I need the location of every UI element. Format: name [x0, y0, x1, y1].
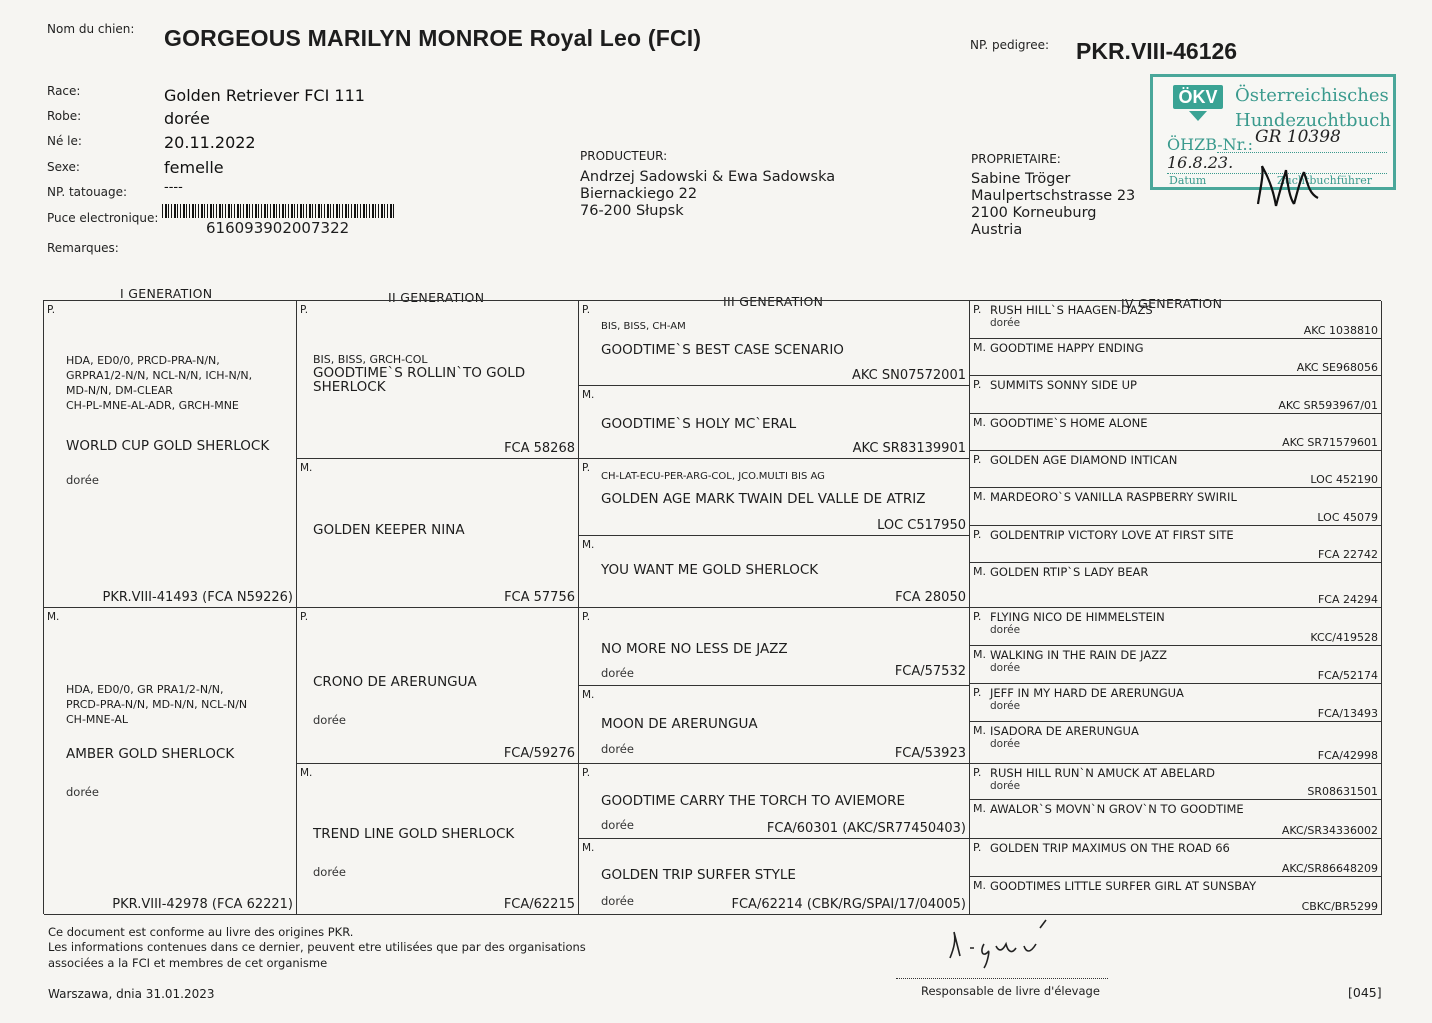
g3-pm-1: P.	[582, 304, 591, 316]
g4-reg-10: FCA/52174	[1317, 669, 1378, 682]
g4-pm-1: P.	[973, 303, 982, 316]
g4-pm-16: M.	[973, 879, 986, 892]
g4-reg-4: AKC SR71579601	[1282, 436, 1378, 449]
breeder-line-2: Biernackiego 22	[580, 186, 698, 202]
generation-1-header: I GENERATION	[120, 286, 213, 301]
g4-cell-13	[970, 764, 1382, 800]
g4-cell-1	[970, 301, 1382, 339]
g4-cell-7	[970, 526, 1382, 563]
g3-cell-5	[579, 608, 970, 686]
g4-cell-6	[970, 488, 1382, 526]
g3-reg-7: FCA/60301 (AKC/SR77450403)	[766, 821, 966, 836]
g3-cell-4	[579, 536, 970, 608]
g3-pm-5: P.	[582, 611, 591, 623]
g2-cell-1	[297, 301, 579, 459]
g3-pm-6: M.	[582, 689, 595, 701]
g4-name-7: GOLDENTRIP VICTORY LOVE AT FIRST SITE	[990, 528, 1234, 542]
g3-reg-4: FCA 28050	[895, 590, 966, 605]
g3-cell-3	[579, 459, 970, 536]
g3-cell-6	[579, 686, 970, 764]
g4-name-14: AWALOR`S MOVN`N GROV`N TO GOODTIME	[990, 802, 1244, 816]
g3-color-6: dorée	[601, 742, 634, 756]
footer-note-2: Les informations contenues dans ce dernier, peuvent etre utilisées que par des organisations	[48, 940, 586, 954]
g4-cell-4	[970, 414, 1382, 451]
g4-pm-15: P.	[973, 841, 982, 854]
sex-value: femelle	[164, 158, 224, 177]
g4-pm-7: P.	[973, 528, 982, 541]
g2-pm-3: P.	[300, 611, 309, 623]
coat-label: Robe:	[47, 109, 82, 123]
g4-color-11: dorée	[990, 700, 1021, 712]
g2-pm-1: P.	[300, 304, 309, 316]
g4-reg-3: AKC SR593967/01	[1278, 399, 1378, 412]
dam-color: dorée	[66, 785, 99, 799]
pedigree-table	[43, 300, 1381, 914]
sire-name: WORLD CUP GOLD SHERLOCK	[66, 438, 270, 454]
g4-pm-14: M.	[973, 802, 986, 815]
g2-name-1: GOODTIME`S ROLLIN`TO GOLD	[313, 365, 526, 381]
breed-label: Race:	[47, 84, 81, 98]
g2-color-4: dorée	[313, 865, 346, 879]
sire-reg: PKR.VIII-41493 (FCA N59226)	[102, 590, 293, 605]
sire-cell	[44, 301, 297, 608]
chip-label: Puce electronique:	[47, 211, 159, 225]
owner-line-1: Sabine Tröger	[971, 171, 1071, 187]
pedigree-number: PKR.VIII-46126	[1076, 38, 1238, 64]
pedigree-number-label: NP. pedigree:	[970, 38, 1050, 52]
stamp-dotted-line	[1217, 152, 1387, 153]
dam-health-2: PRCD-PRA-N/N, MD-N/N, NCL-N/N	[66, 698, 248, 711]
dam-pm: M.	[47, 611, 60, 623]
g3-reg-5: FCA/57532	[894, 664, 966, 679]
g4-name-16: GOODTIMES LITTLE SURFER GIRL AT SUNSBAY	[990, 879, 1257, 893]
g2-reg-2: FCA 57756	[504, 590, 575, 605]
g4-reg-9: KCC/419528	[1310, 631, 1378, 644]
g4-reg-14: AKC/SR34336002	[1281, 824, 1378, 837]
sire-health-1: HDA, ED0/0, PRCD-PRA-N/N,	[66, 354, 220, 367]
signature-label: Responsable de livre d'élevage	[921, 984, 1100, 998]
owner-line-4: Austria	[971, 222, 1023, 238]
breeder-label: PRODUCTEUR:	[580, 149, 668, 163]
g4-color-10: dorée	[990, 662, 1021, 674]
g3-reg-3: LOC C517950	[877, 518, 966, 533]
g4-cell-11	[970, 684, 1382, 722]
g4-reg-13: SR08631501	[1307, 785, 1378, 798]
owner-line-2: Maulpertschstrasse 23	[971, 188, 1136, 204]
g4-name-15: GOLDEN TRIP MAXIMUS ON THE ROAD 66	[990, 841, 1230, 855]
g4-reg-7: FCA 22742	[1317, 548, 1378, 561]
sire-pm: P.	[47, 304, 56, 316]
g4-reg-11: FCA/13493	[1317, 707, 1378, 720]
dam-cell	[44, 608, 297, 915]
g3-cell-7	[579, 764, 970, 839]
page-code: [045]	[1348, 985, 1382, 1000]
g4-reg-12: FCA/42998	[1317, 749, 1378, 762]
g4-name-6: MARDEORO`S VANILLA RASPBERRY SWIRIL	[990, 490, 1237, 504]
dog-name: GORGEOUS MARILYN MONROE Royal Leo (FCI)	[164, 25, 702, 51]
generation-4-header: IV GENERATION	[1121, 296, 1223, 311]
g3-titles-1: BIS, BISS, CH-AM	[601, 321, 686, 332]
g3-name-6: MOON DE ARERUNGUA	[601, 716, 758, 732]
g4-reg-16: CBKC/BR5299	[1301, 900, 1378, 913]
stamp-signer-label: Zuchtbuchführer	[1277, 174, 1373, 187]
g3-cell-2	[579, 386, 970, 459]
generation-2-header: II GENERATION	[388, 290, 485, 305]
g4-name-8: GOLDEN RTIP`S LADY BEAR	[990, 565, 1149, 579]
g4-color-1: dorée	[990, 317, 1021, 329]
g4-name-4: GOODTIME`S HOME ALONE	[990, 416, 1148, 430]
g4-pm-5: P.	[973, 453, 982, 466]
g4-name-2: GOODTIME HAPPY ENDING	[990, 341, 1144, 355]
g3-name-5: NO MORE NO LESS DE JAZZ	[601, 641, 788, 657]
g3-reg-8: FCA/62214 (CBK/RG/SPAI/17/04005)	[731, 897, 966, 912]
born-label: Né le:	[47, 134, 82, 148]
g4-name-11: JEFF IN MY HARD DE ARERUNGUA	[990, 686, 1184, 700]
signature-dotted-line	[896, 978, 1108, 979]
g4-pm-8: M.	[973, 565, 986, 578]
g4-reg-5: LOC 452190	[1310, 473, 1378, 486]
stamp-signature	[1250, 160, 1330, 212]
footer-note-3: associées a la FCI et membres de cet organisme	[48, 956, 328, 970]
g3-color-7: dorée	[601, 818, 634, 832]
born-value: 20.11.2022	[164, 133, 256, 152]
g4-color-9: dorée	[990, 624, 1021, 636]
g4-name-3: SUMMITS SONNY SIDE UP	[990, 378, 1137, 392]
g4-cell-9	[970, 608, 1382, 646]
g3-name-8: GOLDEN TRIP SURFER STYLE	[601, 867, 796, 883]
g2-reg-3: FCA/59276	[503, 746, 575, 761]
g4-color-13: dorée	[990, 780, 1021, 792]
dam-health-1: HDA, ED0/0, GR PRA1/2-N/N,	[66, 683, 224, 696]
g2-name-3: CRONO DE ARERUNGUA	[313, 674, 477, 690]
g4-reg-1: AKC 1038810	[1303, 324, 1378, 337]
g2-reg-1: FCA 58268	[504, 441, 575, 456]
g2-pm-2: M.	[300, 462, 313, 474]
g3-name-1: GOODTIME`S BEST CASE SCENARIO	[601, 342, 844, 358]
g3-reg-1: AKC SN07572001	[851, 368, 966, 383]
g4-cell-10	[970, 646, 1382, 684]
breed-value: Golden Retriever FCI 111	[164, 86, 365, 105]
dam-name: AMBER GOLD SHERLOCK	[66, 746, 235, 762]
g4-reg-15: AKC/SR86648209	[1281, 862, 1378, 875]
sire-health-4: CH-PL-MNE-AL-ADR, GRCH-MNE	[66, 399, 239, 412]
g4-cell-14	[970, 800, 1382, 839]
g4-name-9: FLYING NICO DE HIMMELSTEIN	[990, 610, 1165, 624]
g4-pm-9: P.	[973, 610, 982, 623]
g4-pm-11: P.	[973, 686, 982, 699]
g2-pm-4: M.	[300, 767, 313, 779]
g4-pm-4: M.	[973, 416, 986, 429]
footer-place-date: Warszawa, dnia 31.01.2023	[48, 987, 215, 1001]
g4-cell-5	[970, 451, 1382, 488]
g3-pm-8: M.	[582, 842, 595, 854]
g4-name-13: RUSH HILL RUN`N AMUCK AT ABELARD	[990, 766, 1216, 780]
dam-reg: PKR.VIII-42978 (FCA 62221)	[112, 897, 293, 912]
breeder-line-1: Andrzej Sadowski & Ewa Sadowska	[580, 169, 836, 185]
sire-color: dorée	[66, 473, 99, 487]
g4-reg-2: AKC SE968056	[1296, 361, 1378, 374]
stamp-reg-label: ÖHZB-Nr.:	[1167, 135, 1254, 154]
okv-logo: ÖKV	[1173, 85, 1223, 109]
stamp-reg-value: GR 10398	[1255, 127, 1341, 147]
g4-pm-10: M.	[973, 648, 986, 661]
g3-name-4: YOU WANT ME GOLD SHERLOCK	[601, 562, 819, 578]
sire-health-3: MD-N/N, DM-CLEAR	[66, 384, 173, 397]
tattoo-value: ----	[164, 180, 183, 195]
g4-name-5: GOLDEN AGE DIAMOND INTICAN	[990, 453, 1178, 467]
okv-logo-triangle-icon	[1189, 111, 1207, 121]
g4-name-10: WALKING IN THE RAIN DE JAZZ	[990, 648, 1167, 662]
g4-cell-3	[970, 376, 1382, 414]
g4-name-1: RUSH HILL`S HAAGEN-DAZS	[990, 303, 1153, 317]
g4-reg-8: FCA 24294	[1317, 593, 1378, 606]
g2-cell-3	[297, 608, 579, 764]
stamp-line-2: Hundezuchtbuch	[1235, 110, 1391, 131]
g3-titles-3: CH-LAT-ECU-PER-ARG-COL, JCO.MULTI BIS AG	[601, 471, 825, 482]
g4-name-12: ISADORA DE ARERUNGUA	[990, 724, 1139, 738]
dam-health-3: CH-MNE-AL	[66, 713, 128, 726]
g3-name-3: GOLDEN AGE MARK TWAIN DEL VALLE DE ATRIZ	[601, 491, 926, 507]
registrar-signature	[940, 918, 1060, 970]
g4-pm-6: M.	[973, 490, 986, 503]
owner-label: PROPRIETAIRE:	[971, 152, 1061, 166]
g4-cell-8	[970, 563, 1382, 608]
g2-name-1b: SHERLOCK	[313, 379, 386, 395]
breeder-line-3: 76-200 Słupsk	[580, 203, 684, 219]
g3-reg-2: AKC SR83139901	[852, 441, 966, 456]
g3-cell-8	[579, 839, 970, 915]
g3-name-7: GOODTIME CARRY THE TORCH TO AVIEMORE	[601, 793, 906, 809]
stamp-date-value: 16.8.23.	[1167, 153, 1234, 172]
g2-reg-4: FCA/62215	[503, 897, 575, 912]
remarks-label: Remarques:	[47, 241, 119, 255]
g4-cell-15	[970, 839, 1382, 877]
dog-name-label: Nom du chien:	[47, 22, 135, 36]
coat-value: dorée	[164, 109, 210, 128]
stamp-line-1: Österreichisches	[1235, 85, 1389, 106]
generation-3-header: III GENERATION	[723, 294, 824, 309]
footer-note-1: Ce document est conforme au livre des origines PKR.	[48, 925, 354, 939]
g2-name-2: GOLDEN KEEPER NINA	[313, 522, 465, 538]
g4-cell-2	[970, 339, 1382, 376]
g3-pm-2: M.	[582, 389, 595, 401]
sex-label: Sexe:	[47, 160, 80, 174]
g3-name-2: GOODTIME`S HOLY MC`ERAL	[601, 416, 797, 432]
sire-health-2: GRPRA1/2-N/N, NCL-N/N, ICH-N/N,	[66, 369, 253, 382]
chip-number: 616093902007322	[206, 219, 350, 237]
g4-cell-16	[970, 877, 1382, 915]
stamp-date-label: Datum	[1169, 174, 1207, 187]
g2-cell-4	[297, 764, 579, 915]
g4-pm-3: P.	[973, 378, 982, 391]
chip-barcode	[162, 204, 394, 218]
g4-pm-12: M.	[973, 724, 986, 737]
g3-color-8: dorée	[601, 894, 634, 908]
g2-name-4: TREND LINE GOLD SHERLOCK	[313, 826, 515, 842]
g2-titles-1: BIS, BISS, GRCH-COL	[313, 353, 428, 366]
g4-color-12: dorée	[990, 738, 1021, 750]
g3-color-5: dorée	[601, 666, 634, 680]
g4-reg-6: LOC 45079	[1317, 511, 1378, 524]
g3-reg-6: FCA/53923	[894, 746, 966, 761]
g2-cell-2	[297, 459, 579, 608]
g4-pm-13: P.	[973, 766, 982, 779]
g3-cell-1	[579, 301, 970, 386]
g3-pm-7: P.	[582, 767, 591, 779]
g2-color-3: dorée	[313, 713, 346, 727]
g4-pm-2: M.	[973, 341, 986, 354]
g3-pm-3: P.	[582, 462, 591, 474]
g3-pm-4: M.	[582, 539, 595, 551]
tattoo-label: NP. tatouage:	[47, 185, 128, 199]
owner-line-3: 2100 Korneuburg	[971, 205, 1097, 221]
g4-cell-12	[970, 722, 1382, 764]
